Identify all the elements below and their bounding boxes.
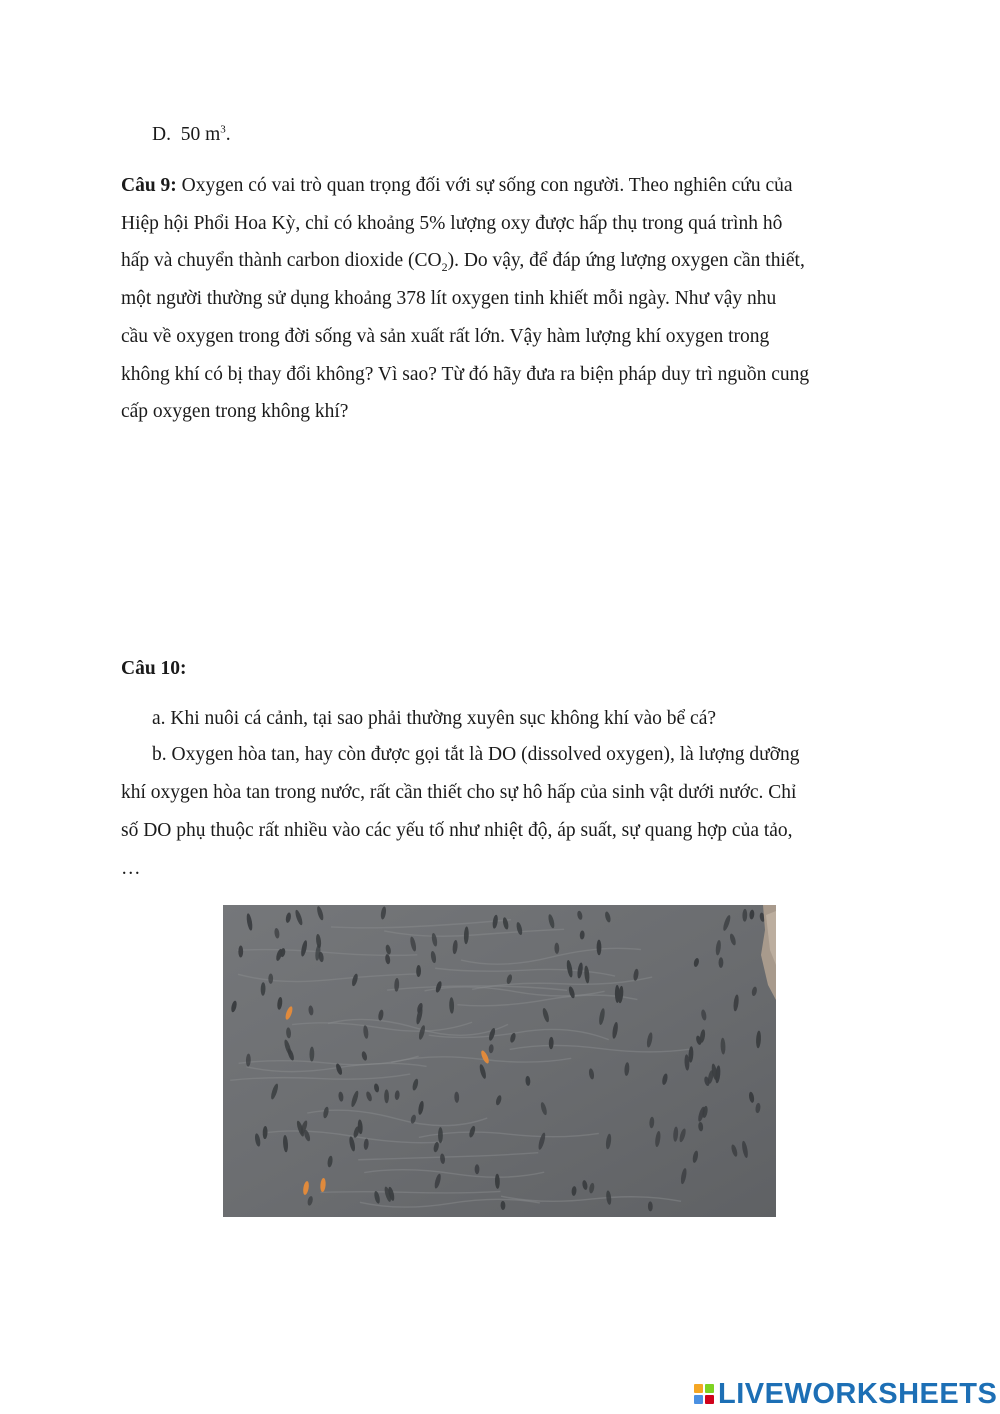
answer-d-value: 50 m xyxy=(180,124,221,145)
answer-option-d xyxy=(152,116,231,153)
fish-silhouette xyxy=(475,1164,480,1174)
answer-d-suffix: . xyxy=(225,124,231,145)
fish-silhouette xyxy=(438,1127,443,1143)
question-10-item-b xyxy=(121,736,879,888)
question-9-text-3a: hấp và chuyển thành carbon dioxide (CO xyxy=(121,250,442,272)
question-9-text-3b: ). Do vậy, để đáp ứng lượng oxygen cần thiết, xyxy=(447,250,805,272)
question-9-text-1: Oxygen có vai trò quan trọng đối với sự sống con người. Theo nghiên cứu của xyxy=(181,175,793,196)
item-b-line-2: khí oxygen hòa tan trong nước, rất cần thiết cho sự hô hấp của sinh vật dưới nước. Chỉ xyxy=(121,782,797,803)
co2-subscript: 2 xyxy=(441,260,448,275)
question-9-line-3 xyxy=(121,242,879,280)
question-9-line-6: không khí có bị thay đổi không? Vì sao? Từ đó hãy đưa ra biện pháp duy trì nguồn cung xyxy=(121,363,810,385)
logo-square-4 xyxy=(705,1395,714,1404)
logo-square-2 xyxy=(705,1384,714,1393)
logo-text: LIVEWORKSHEETS xyxy=(718,1377,998,1410)
question-9-line-7: cấp oxygen trong không khí? xyxy=(121,401,349,423)
question-9 xyxy=(121,167,879,431)
fish-pond-photo xyxy=(223,905,776,1217)
question-9-line-1 xyxy=(121,167,879,205)
logo-square-1 xyxy=(694,1384,703,1393)
fish-silhouette xyxy=(238,946,243,958)
logo-square-3 xyxy=(694,1395,703,1404)
question-10-item-a: a. Khi nuôi cá cảnh, tại sao phải thường xuyên sục không khí vào bể cá? xyxy=(152,708,717,729)
liveworksheets-logo xyxy=(694,1374,997,1414)
item-b-line-3: số DO phụ thuộc rất nhiều vào các yếu tố như nhiệt độ, áp suất, sự quang hợp của tảo, xyxy=(121,820,793,841)
fish-pond-image xyxy=(223,905,776,1217)
question-10-label: Câu 10: xyxy=(121,658,187,679)
question-9-line-2: Hiệp hội Phổi Hoa Kỳ, chỉ có khoảng 5% lượng oxy được hấp thụ trong quá trình hô xyxy=(121,212,783,234)
question-9-line-4: một người thường sử dụng khoảng 378 lít oxygen tinh khiết mỗi ngày. Như vậy nhu xyxy=(121,288,777,310)
item-b-line-4: … xyxy=(121,858,141,879)
item-b-line-1: b. Oxygen hòa tan, hay còn được gọi tắt là DO (dissolved oxygen), là lượng dưỡng xyxy=(152,744,800,765)
logo-mark-icon xyxy=(694,1384,714,1404)
question-9-label: Câu 9: xyxy=(121,175,177,196)
answer-d-label: D. xyxy=(152,124,171,145)
question-9-line-5: cầu về oxygen trong đời sống và sản xuất rất lớn. Vậy hàm lượng khí oxygen trong xyxy=(121,325,770,347)
answer-d-superscript: 3 xyxy=(220,123,226,136)
